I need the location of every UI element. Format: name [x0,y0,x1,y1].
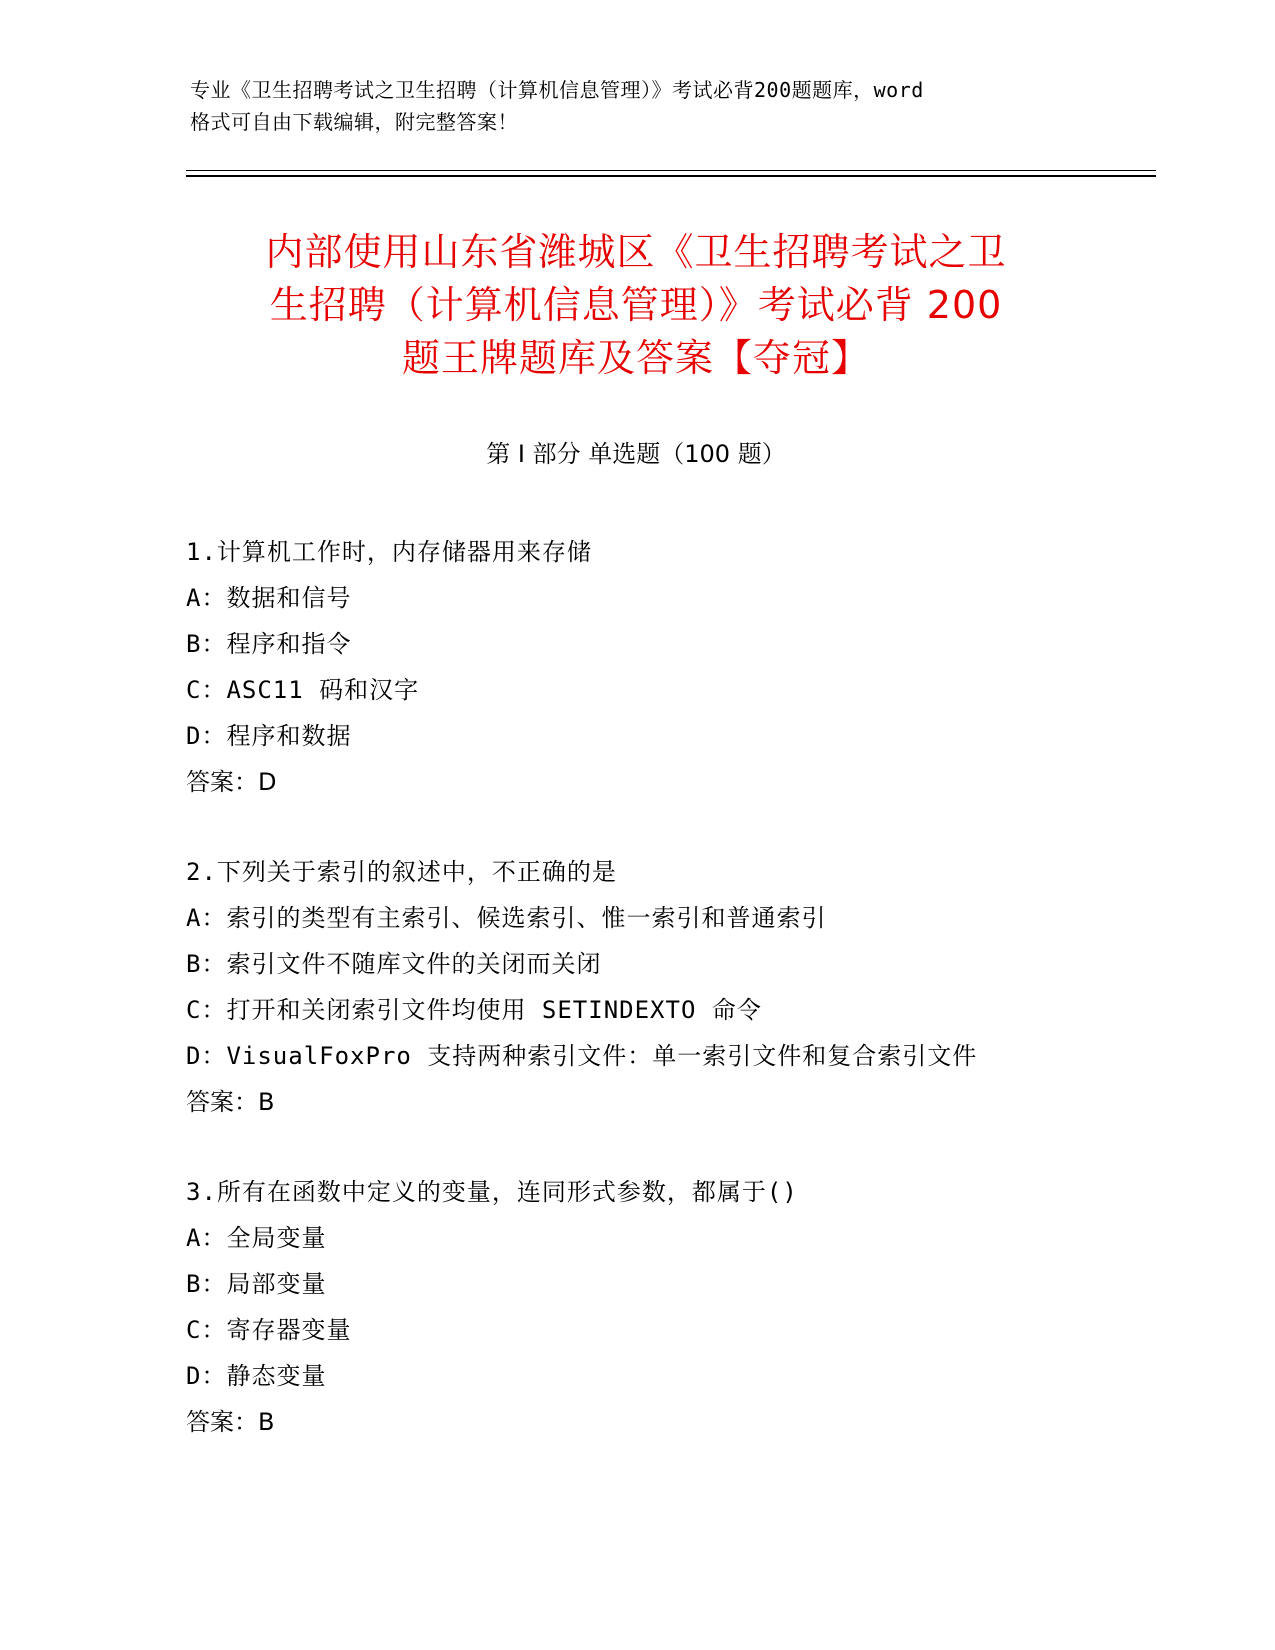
document-title-line-3: 题王牌题库及答案【夺冠】 [401,336,870,380]
option-a: A：索引的类型有主索引、候选索引、惟一索引和普通索引 [186,904,827,932]
header-divider-thick [186,175,1156,177]
question-stem: 2.下列关于索引的叙述中，不正确的是 [186,858,617,886]
header-note-line-1: 专业《卫生招聘考试之卫生招聘（计算机信息管理）》考试必背200题题库，word [190,78,924,102]
option-a: A：全局变量 [186,1224,327,1252]
question-3 [186,1169,1116,1445]
answer: 答案：B [186,1408,275,1436]
option-d: D：静态变量 [186,1362,327,1390]
option-c: C：寄存器变量 [186,1316,352,1344]
question-stem: 3.所有在函数中定义的变量，连同形式参数，都属于() [186,1178,798,1206]
document-title [186,226,1086,385]
header-divider-thin [186,170,1156,171]
document-title-line-1: 内部使用山东省潍城区《卫生招聘考试之卫 [265,230,1007,274]
section-title: 第 I 部分 单选题（100 题） [486,440,786,468]
option-b: B：程序和指令 [186,630,352,658]
option-b: B：索引文件不随库文件的关闭而关闭 [186,950,602,978]
document-title-line-2: 生招聘（计算机信息管理）》考试必背 200 [269,283,1003,327]
header-note-line-2: 格式可自由下载编辑，附完整答案！ [190,110,518,134]
question-1 [186,529,1116,805]
answer: 答案：B [186,1088,275,1116]
answer: 答案：D [186,768,277,796]
option-a: A：数据和信号 [186,584,352,612]
question-list [186,529,1116,1489]
header-note [190,74,1090,138]
option-d: D：VisualFoxPro 支持两种索引文件：单一索引文件和复合索引文件 [186,1042,978,1070]
option-c: C：ASC11 码和汉字 [186,676,420,704]
option-c: C：打开和关闭索引文件均使用 SETINDEXTO 命令 [186,996,762,1024]
option-b: B：局部变量 [186,1270,327,1298]
option-d: D：程序和数据 [186,722,352,750]
question-stem: 1.计算机工作时，内存储器用来存储 [186,538,592,566]
question-2 [186,849,1116,1125]
